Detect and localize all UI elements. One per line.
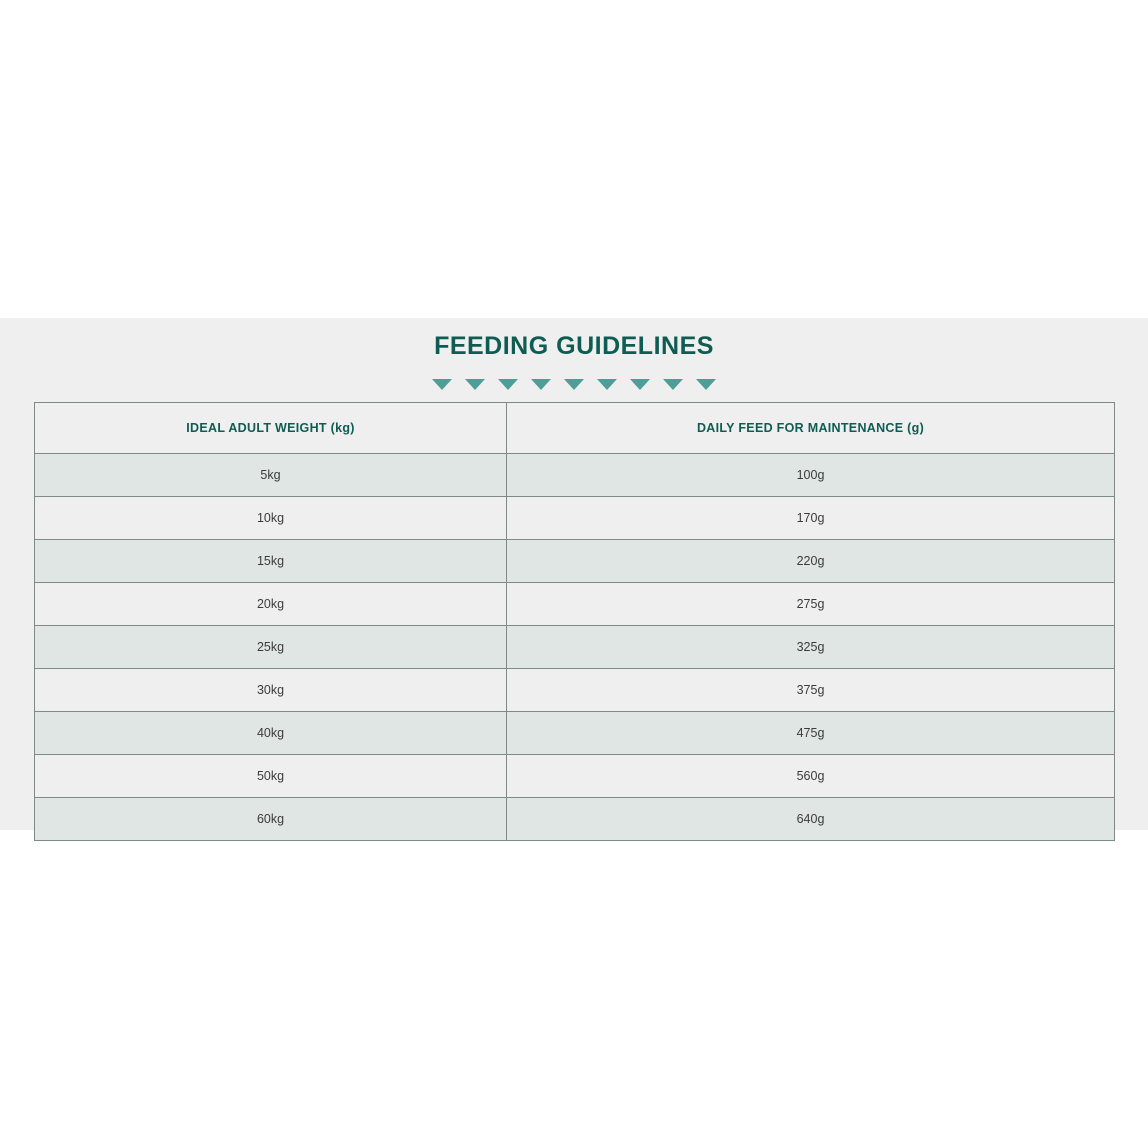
feeding-guidelines-table <box>34 402 1115 841</box>
cell-weight: 20kg <box>35 583 507 626</box>
cell-weight: 40kg <box>35 712 507 755</box>
cell-feed: 640g <box>507 798 1115 841</box>
cell-feed: 100g <box>507 454 1115 497</box>
triangle-icon <box>630 379 650 390</box>
cell-weight: 50kg <box>35 755 507 798</box>
cell-weight: 15kg <box>35 540 507 583</box>
triangle-icon <box>696 379 716 390</box>
cell-feed: 475g <box>507 712 1115 755</box>
table-row <box>35 583 1115 626</box>
triangle-icon <box>498 379 518 390</box>
triangle-icon <box>663 379 683 390</box>
triangle-icon <box>432 379 452 390</box>
feeding-table-wrapper <box>34 402 1114 841</box>
cell-weight: 25kg <box>35 626 507 669</box>
table-row <box>35 669 1115 712</box>
column-header-ideal-adult-weight: IDEAL ADULT WEIGHT (kg) <box>35 403 507 454</box>
table-row <box>35 626 1115 669</box>
cell-weight: 10kg <box>35 497 507 540</box>
triangle-icon <box>465 379 485 390</box>
feeding-guidelines-panel <box>0 318 1148 830</box>
table-row <box>35 540 1115 583</box>
cell-feed: 325g <box>507 626 1115 669</box>
cell-weight: 60kg <box>35 798 507 841</box>
cell-weight: 5kg <box>35 454 507 497</box>
table-row <box>35 712 1115 755</box>
page-title: FEEDING GUIDELINES <box>434 332 714 360</box>
cell-feed: 170g <box>507 497 1115 540</box>
triangle-icon <box>597 379 617 390</box>
cell-weight: 30kg <box>35 669 507 712</box>
table-row <box>35 755 1115 798</box>
table-header-row <box>35 403 1115 454</box>
column-header-daily-feed: DAILY FEED FOR MAINTENANCE (g) <box>507 403 1115 454</box>
cell-feed: 560g <box>507 755 1115 798</box>
cell-feed: 375g <box>507 669 1115 712</box>
triangle-divider <box>0 377 1148 391</box>
cell-feed: 275g <box>507 583 1115 626</box>
triangle-icon <box>531 379 551 390</box>
triangle-icon <box>564 379 584 390</box>
table-row <box>35 454 1115 497</box>
table-row <box>35 497 1115 540</box>
table-row <box>35 798 1115 841</box>
cell-feed: 220g <box>507 540 1115 583</box>
